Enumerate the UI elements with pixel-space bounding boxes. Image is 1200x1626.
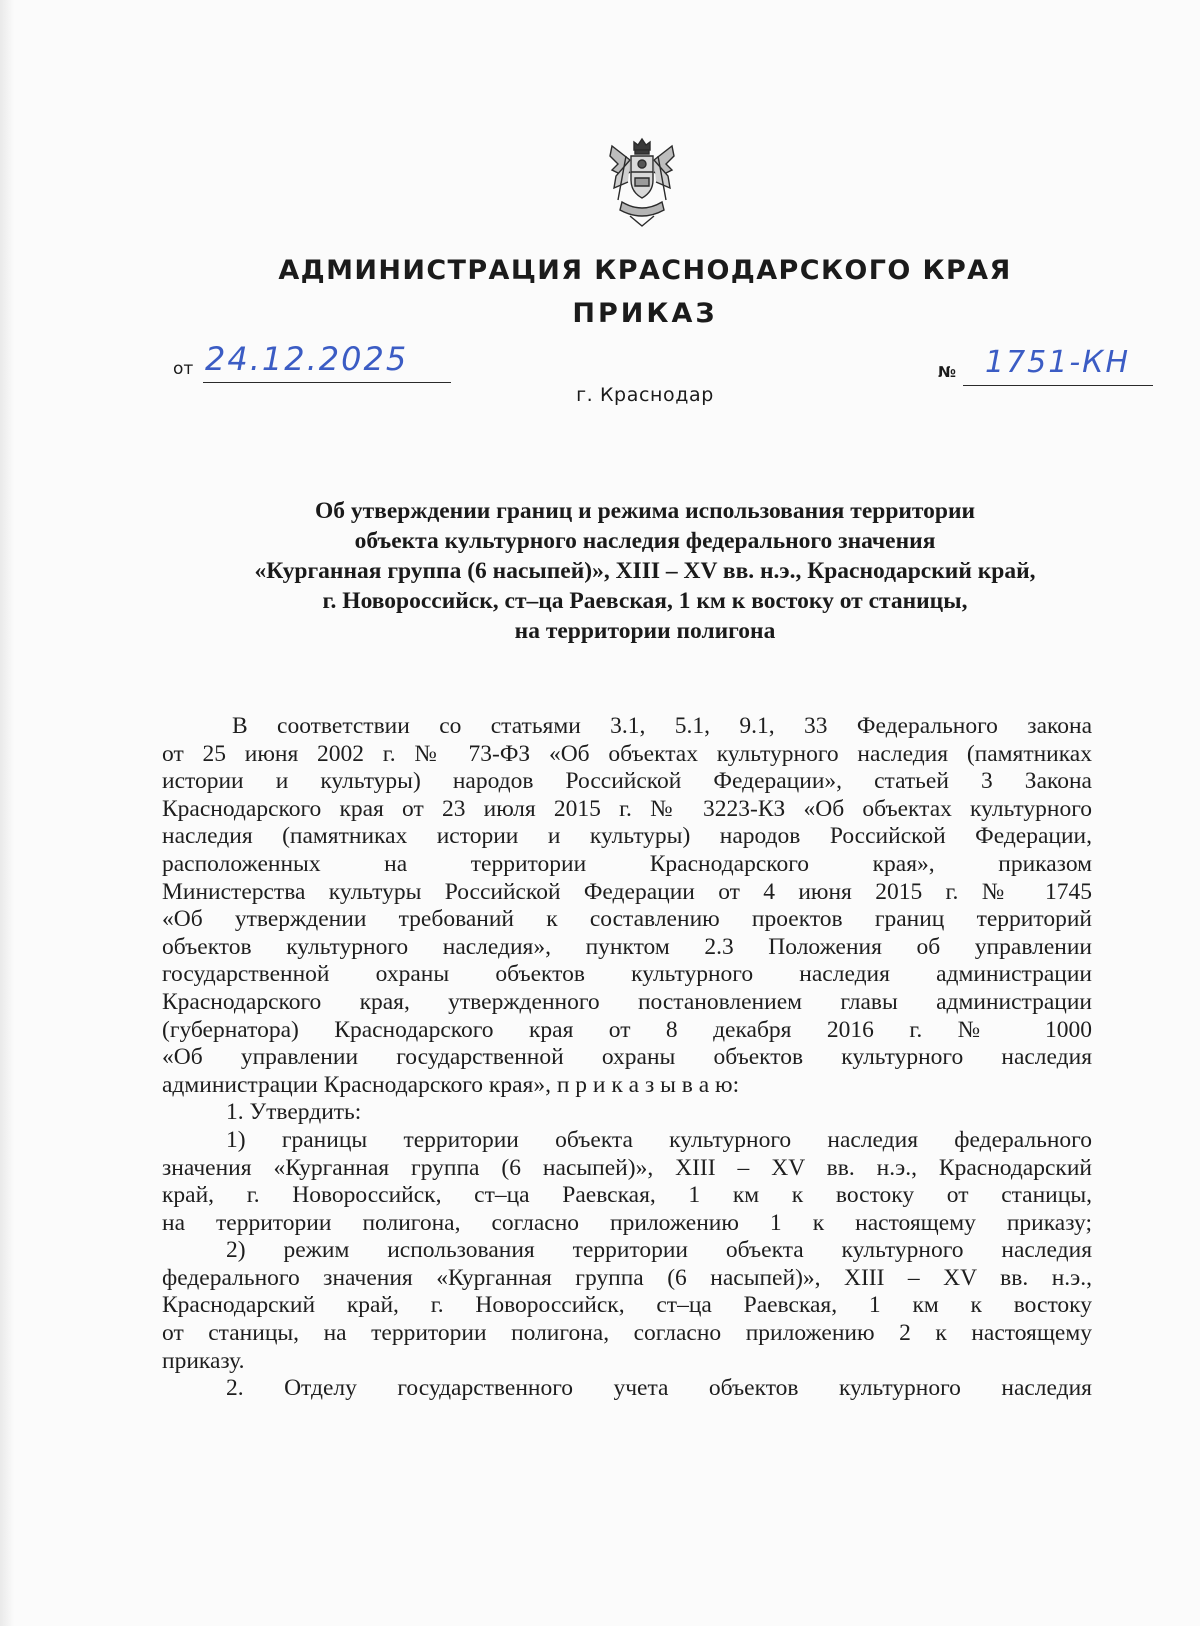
item-1-1-line: на территории полигона, согласно приложению 1 к настоящему приказу; (162, 1209, 1092, 1236)
item-1-1-line: значения «Курганная группа (6 насыпей)», XIII – XV вв. н.э., Краснодарский (162, 1154, 1092, 1181)
item-1-1-line: край, г. Новороссийск, ст–ца Раевская, 1 км к востоку от станицы, (162, 1182, 1092, 1209)
preamble-last-line (162, 1072, 1092, 1100)
preamble-line: (губернатора) Краснодарского края от 8 декабря 2016 г. № 1000 (162, 1016, 1092, 1043)
preamble-line: Министерства культуры Российской Федерации от 4 июня 2015 г. № 1745 (162, 878, 1092, 905)
order-subject-heading (150, 496, 1140, 646)
number-prefix-label: № (938, 363, 957, 381)
handwritten-order-number: 1751-КН (985, 345, 1131, 380)
preamble-line: «Об утверждении требований к составлению проектов границ территорий (162, 906, 1092, 933)
order-body-text (162, 713, 1092, 1403)
subject-line: на территории полигона (514, 618, 776, 644)
item-1-2-line: Краснодарский край, г. Новороссийск, ст–ца Раевская, 1 км к востоку (162, 1292, 1092, 1319)
preamble-line: истории и культуры) народов Российской Федерации», статьей 3 Закона (162, 768, 1092, 795)
order-word: п р и к а з ы в а ю: (556, 1071, 740, 1098)
preamble-line: государственной охраны объектов культурного наследия администрации (162, 961, 1092, 988)
item-2-line: 2. Отделу государственного учета объектов культурного наследия (226, 1375, 1092, 1402)
preamble-line: объектов культурного наследия», пунктом 2.3 Положения об управлении (162, 933, 1092, 960)
preamble-line: наследия (памятниках истории и культуры) народов Российской Федерации, (162, 823, 1092, 850)
handwritten-date: 24.12.2025 (205, 340, 409, 378)
item-1-2-line: от станицы, на территории полигона, согласно приложению 2 к настоящему (162, 1320, 1092, 1347)
preamble-line: «Об управлении государственной охраны объектов культурного наследия (162, 1044, 1092, 1071)
document-type-title: ПРИКАЗ (572, 298, 718, 329)
date-prefix-label: от (173, 359, 194, 379)
item-1-2-line: приказу. (162, 1347, 245, 1374)
subject-line: Об утверждении границ и режима использования территории (314, 498, 976, 524)
date-underline (203, 382, 451, 383)
subject-line: объекта культурного наследия федерального значения (354, 528, 936, 554)
item-1-1-line: 1) границы территории объекта культурного наследия федерального (226, 1126, 1092, 1153)
item-1-2-line: 2) режим использования территории объекта культурного наследия (226, 1237, 1092, 1264)
preamble-line: от 25 июня 2002 г. № 73-ФЗ «Об объектах культурного наследия (памятниках (162, 740, 1092, 767)
organization-title: АДМИНИСТРАЦИЯ КРАСНОДАРСКОГО КРАЯ (278, 255, 1012, 286)
preamble-line: Краснодарского края, утвержденного постановлением главы администрации (162, 988, 1092, 1015)
coat-of-arms-icon (604, 136, 680, 228)
preamble-line: Краснодарского края от 23 июля 2015 г. № 3223-КЗ «Об объектах культурного (162, 795, 1092, 822)
item-1-2-line: федерального значения «Курганная группа (6 насыпей)», XIII – XV вв. н.э., (162, 1264, 1092, 1291)
preamble-line: В соответствии со статьями 3.1, 5.1, 9.1, 33 Федерального закона (232, 713, 1092, 739)
preamble-last-text: администрации Краснодарского края», (162, 1071, 551, 1098)
preamble-line: расположенных на территории Краснодарского края», приказом (162, 850, 1092, 877)
subject-line: г. Новороссийск, ст–ца Раевская, 1 км к востоку от станицы, (322, 588, 968, 614)
subject-line: «Курганная группа (6 насыпей)», XIII – XV вв. н.э., Краснодарский край, (254, 558, 1036, 584)
item-1-heading: 1. Утвердить: (226, 1099, 362, 1126)
city-label: г. Краснодар (576, 384, 714, 406)
